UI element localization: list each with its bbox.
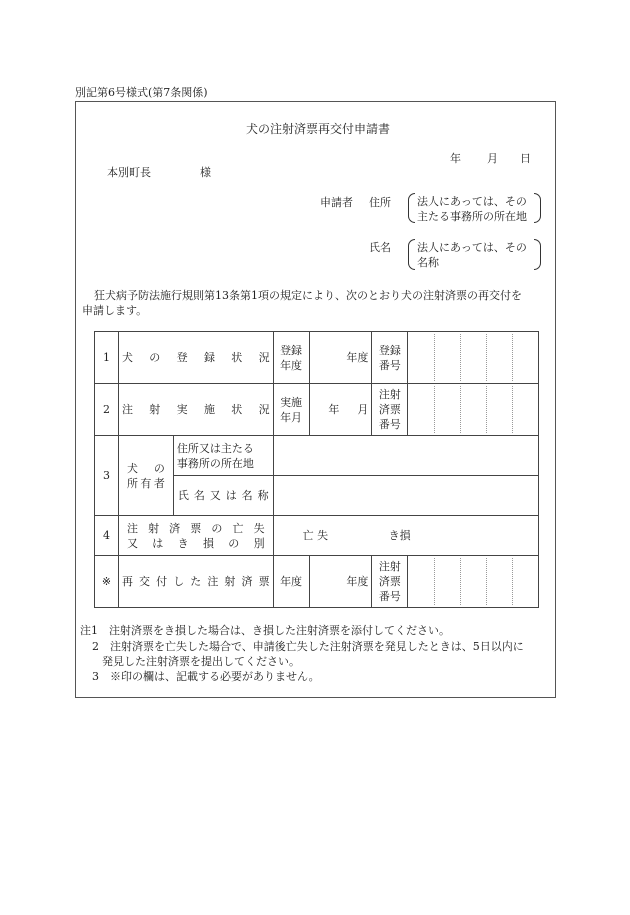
name-note-line-1: 法人にあっては、その	[417, 241, 527, 254]
name-note-line-2: 名称	[417, 256, 439, 269]
header-line: 番号	[378, 590, 401, 603]
vaccination-date-field[interactable]	[309, 384, 372, 436]
note-2-line-1: 2 注射済票を亡失した場合で、申請後亡失した注射済票を発見したときは、5日以内に	[92, 640, 524, 653]
address-note-line-2: 主たる事務所の所在地	[417, 210, 527, 223]
reissued-tag-number-header	[372, 556, 408, 608]
header-line: 実施	[280, 395, 303, 409]
name-note-bracket-right	[534, 239, 541, 270]
statement-line-2: 申請します。	[82, 304, 148, 317]
reissued-year-field[interactable]: 年度	[273, 556, 309, 608]
label-line: 住所又は主たる	[176, 441, 254, 455]
owner-address-label	[173, 436, 273, 476]
address-note-bracket-left	[408, 193, 415, 223]
tag-number-header	[372, 384, 408, 436]
table-row-vaccination	[95, 384, 539, 436]
header-line: 注射	[378, 560, 401, 573]
row-number: 1	[95, 332, 119, 384]
year-unit: 年	[328, 403, 340, 416]
header-line: 注射	[378, 388, 401, 401]
owner-label-line: 所有者	[126, 476, 165, 490]
row-label: 注射実施状況	[118, 384, 273, 436]
date-day: 日	[520, 152, 531, 165]
vaccination-date-header	[273, 384, 309, 436]
registration-number-header	[372, 332, 408, 384]
name-label: 氏名	[369, 241, 391, 254]
date-year: 年	[450, 152, 461, 165]
note-2-line-2: 発見した注射済票を提出してください。	[102, 655, 300, 668]
row-number: 3	[95, 436, 119, 516]
header-line: 済票	[378, 575, 401, 588]
owner-name-label: 氏名又は名称	[173, 476, 273, 516]
loss-damage-options[interactable]	[273, 516, 538, 556]
name-note	[417, 240, 527, 270]
month-unit: 月	[357, 403, 369, 416]
table-row-owner-address	[95, 436, 539, 476]
row-number: 2	[95, 384, 119, 436]
form-label: 別記第6号様式(第7条関係)	[75, 86, 208, 99]
row-number: ※	[95, 556, 119, 608]
label-line: 事務所の所在地	[176, 456, 254, 470]
tag-number-field[interactable]	[408, 384, 539, 436]
applicant-label: 申請者	[320, 196, 353, 209]
owner-address-field[interactable]	[273, 436, 538, 476]
header-line: 番号	[378, 418, 401, 431]
option-lost[interactable]: 亡 失	[302, 529, 329, 542]
note-1: 注1 注射済票をき損した場合は、き損した注射済票を添付してください。	[80, 624, 450, 637]
header-line: 年月	[280, 410, 303, 424]
header-line: 済票	[378, 403, 401, 416]
header-line: 番号	[378, 358, 401, 372]
row-label: 犬の登録状況	[118, 332, 273, 384]
label-line: 又はき損の別	[126, 536, 265, 550]
address-note	[417, 194, 527, 224]
form-title: 犬の注射済票再交付申請書	[246, 122, 391, 136]
row-label	[118, 516, 273, 556]
address-note-bracket-right	[534, 193, 541, 223]
reissued-year-value[interactable]: 年度	[309, 556, 372, 608]
table-row-registration	[95, 332, 539, 384]
header-line: 登録	[280, 343, 303, 357]
header-line: 年度	[280, 358, 303, 372]
addressee-honorific: 様	[200, 166, 211, 179]
table-row-reissued	[95, 556, 539, 608]
table-row-loss-damage	[95, 516, 539, 556]
owner-name-field[interactable]	[273, 476, 538, 516]
row-number: 4	[95, 516, 119, 556]
registration-number-field[interactable]	[408, 332, 539, 384]
application-table	[94, 331, 539, 608]
addressee-name: 本別町長	[107, 166, 151, 179]
note-3: 3 ※印の欄は、記載する必要がありません。	[92, 670, 320, 683]
date-month: 月	[487, 152, 498, 165]
address-label: 住所	[369, 196, 391, 209]
option-damaged[interactable]: き損	[388, 529, 411, 542]
owner-label-line: 犬の	[126, 461, 165, 475]
row-label: 再交付した注射済票	[118, 556, 273, 608]
owner-label	[118, 436, 173, 516]
statement-line-1: 狂犬病予防法施行規則第13条第1項の規定により、次のとおり犬の注射済票の再交付を	[94, 289, 522, 302]
address-note-line-1: 法人にあっては、その	[417, 195, 527, 208]
label-line: 注射済票の亡失	[126, 521, 265, 535]
reissued-tag-number-field[interactable]	[408, 556, 539, 608]
header-line: 登録	[378, 343, 401, 357]
registration-year-header	[273, 332, 309, 384]
name-note-bracket-left	[408, 239, 415, 270]
registration-year-field[interactable]: 年度	[309, 332, 372, 384]
